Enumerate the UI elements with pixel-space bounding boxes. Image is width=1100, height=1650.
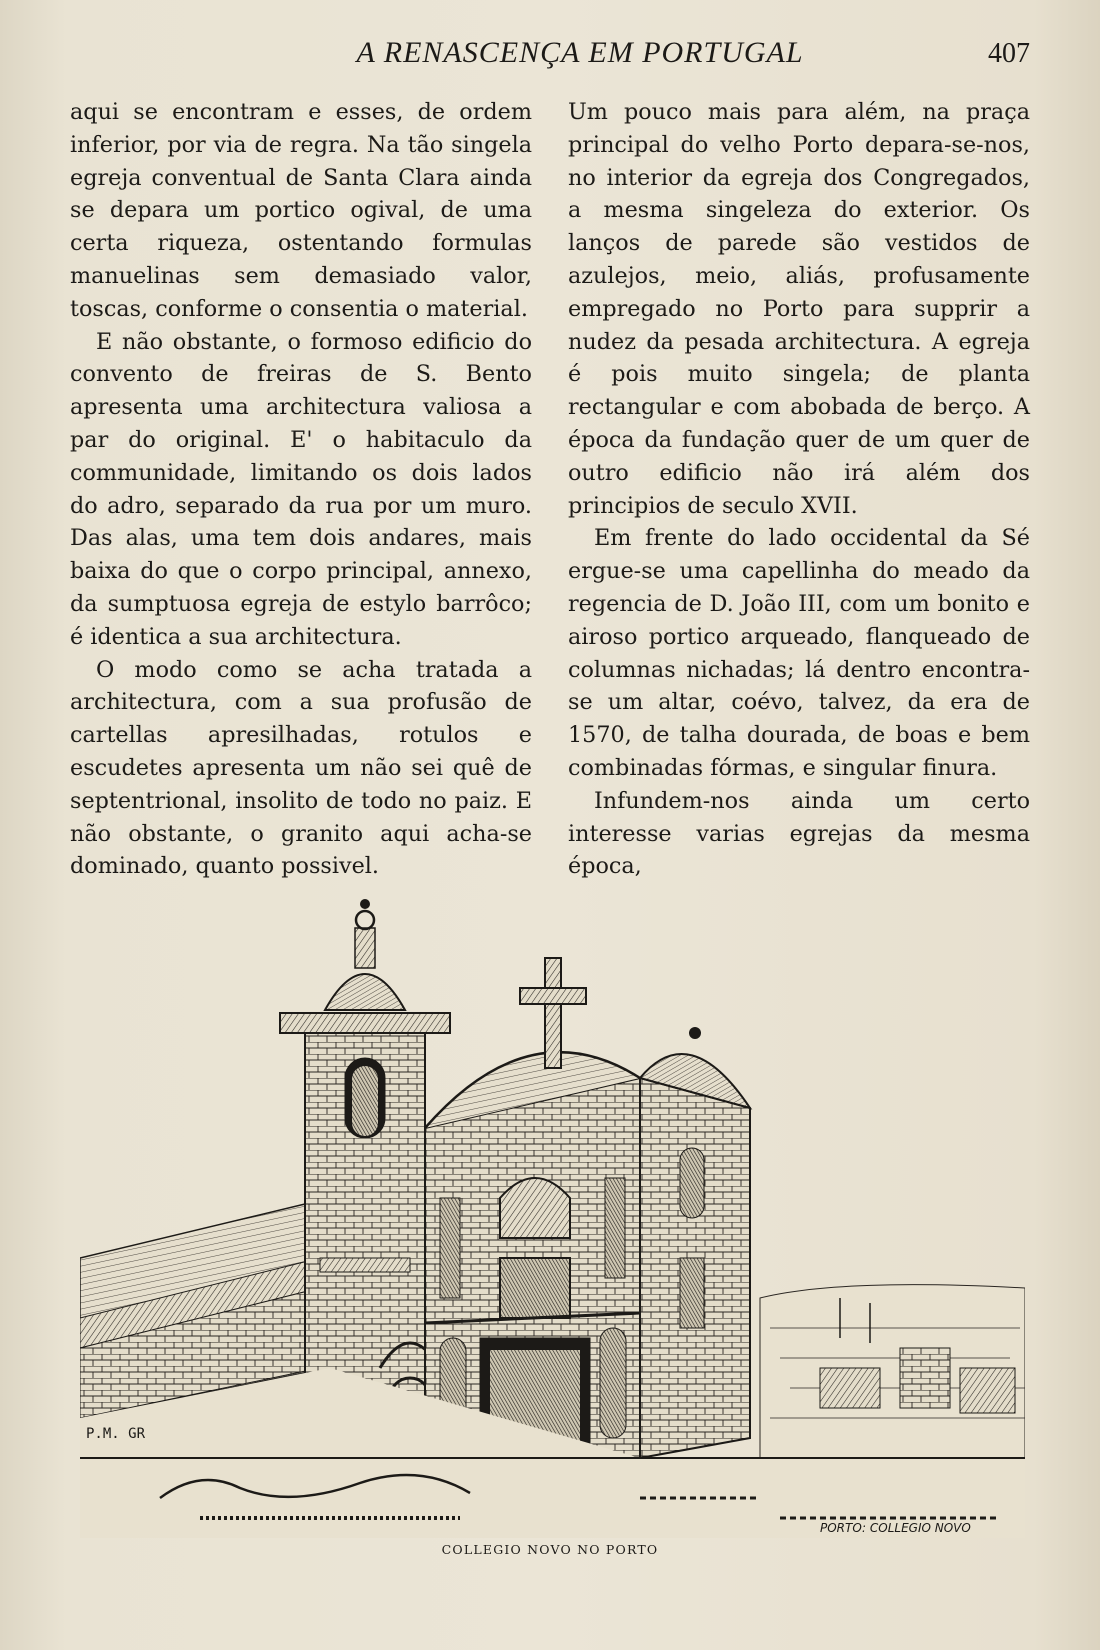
running-head xyxy=(70,36,1030,76)
distant-town xyxy=(760,1285,1025,1458)
church-engraving xyxy=(80,898,1025,1538)
paragraph: O modo como se acha tratada a architectura, com a sua profusão de cartellas apresilhadas, rotulos e escudetes apresenta um não sei quê de septentrional, insolito de todo no paiz. E não obstante, o granito aqui acha-se dominado, quanto possivel. xyxy=(70,656,532,880)
right-tower xyxy=(640,1027,750,1458)
artist-mark: P.M. GR xyxy=(86,1426,146,1442)
paragraph: Infundem-nos ainda um certo interesse varias egrejas da mesma época, xyxy=(568,787,1030,880)
plate-inscription: PORTO: COLLEGIO NOVO xyxy=(820,1521,971,1535)
figure-caption: COLLEGIO NOVO NO PORTO xyxy=(441,1542,659,1557)
paragraph: aqui se encontram e esses, de ordem inferior, por via de regra. Na tão singela egreja conventual de Santa Clara ainda se depara um portico ogival, de uma certa riqueza, ostentando formulas manuelinas sem demasiado valor, toscas, conforme o consentia o material. xyxy=(70,99,532,322)
paragraph: E não obstante, o formoso edificio do convento de freiras de S. Bento apresenta uma architectura valiosa a par do original. E' o habitaculo da communidade, limitando os dois lados do adro, separado da rua por um muro. Das alas, uma tem dois andares, mais baixa do que o corpo principal, annexo, da sumptuosa egreja de estylo barrôco; é identica a sua architectura. xyxy=(70,328,532,650)
running-title: A RENASCENÇA EM PORTUGAL xyxy=(356,36,804,69)
right-text-column xyxy=(568,96,1030,883)
central-facade xyxy=(425,958,640,1458)
left-text-column xyxy=(70,96,532,883)
page-number: 407 xyxy=(988,38,1030,69)
paragraph: Um pouco mais para além, na praça principal do velho Porto depara-se-nos, no interior da egreja dos Congregados, a mesma singeleza do exterior. Os lanços de parede são vestidos de azulejos, meio, aliás, profusamente empregado no Porto para supprir a nudez da pesada architectura. A egreja é pois muito singela; de planta rectangular e com abobada de berço. A época da fundação quer de um quer de outro edificio não irá além dos principios de seculo XVII. xyxy=(568,99,1030,519)
paragraph: Em frente do lado occidental da Sé ergue-se uma capellinha do meado da regencia de D. João III, com um bonito e airoso portico arqueado, flanqueado de columnas nichadas; lá dentro encontra-se um altar, coévo, talvez, da era de 1570, de talha dourada, de boas e bem combinadas fórmas, e singular finura. xyxy=(568,525,1030,781)
